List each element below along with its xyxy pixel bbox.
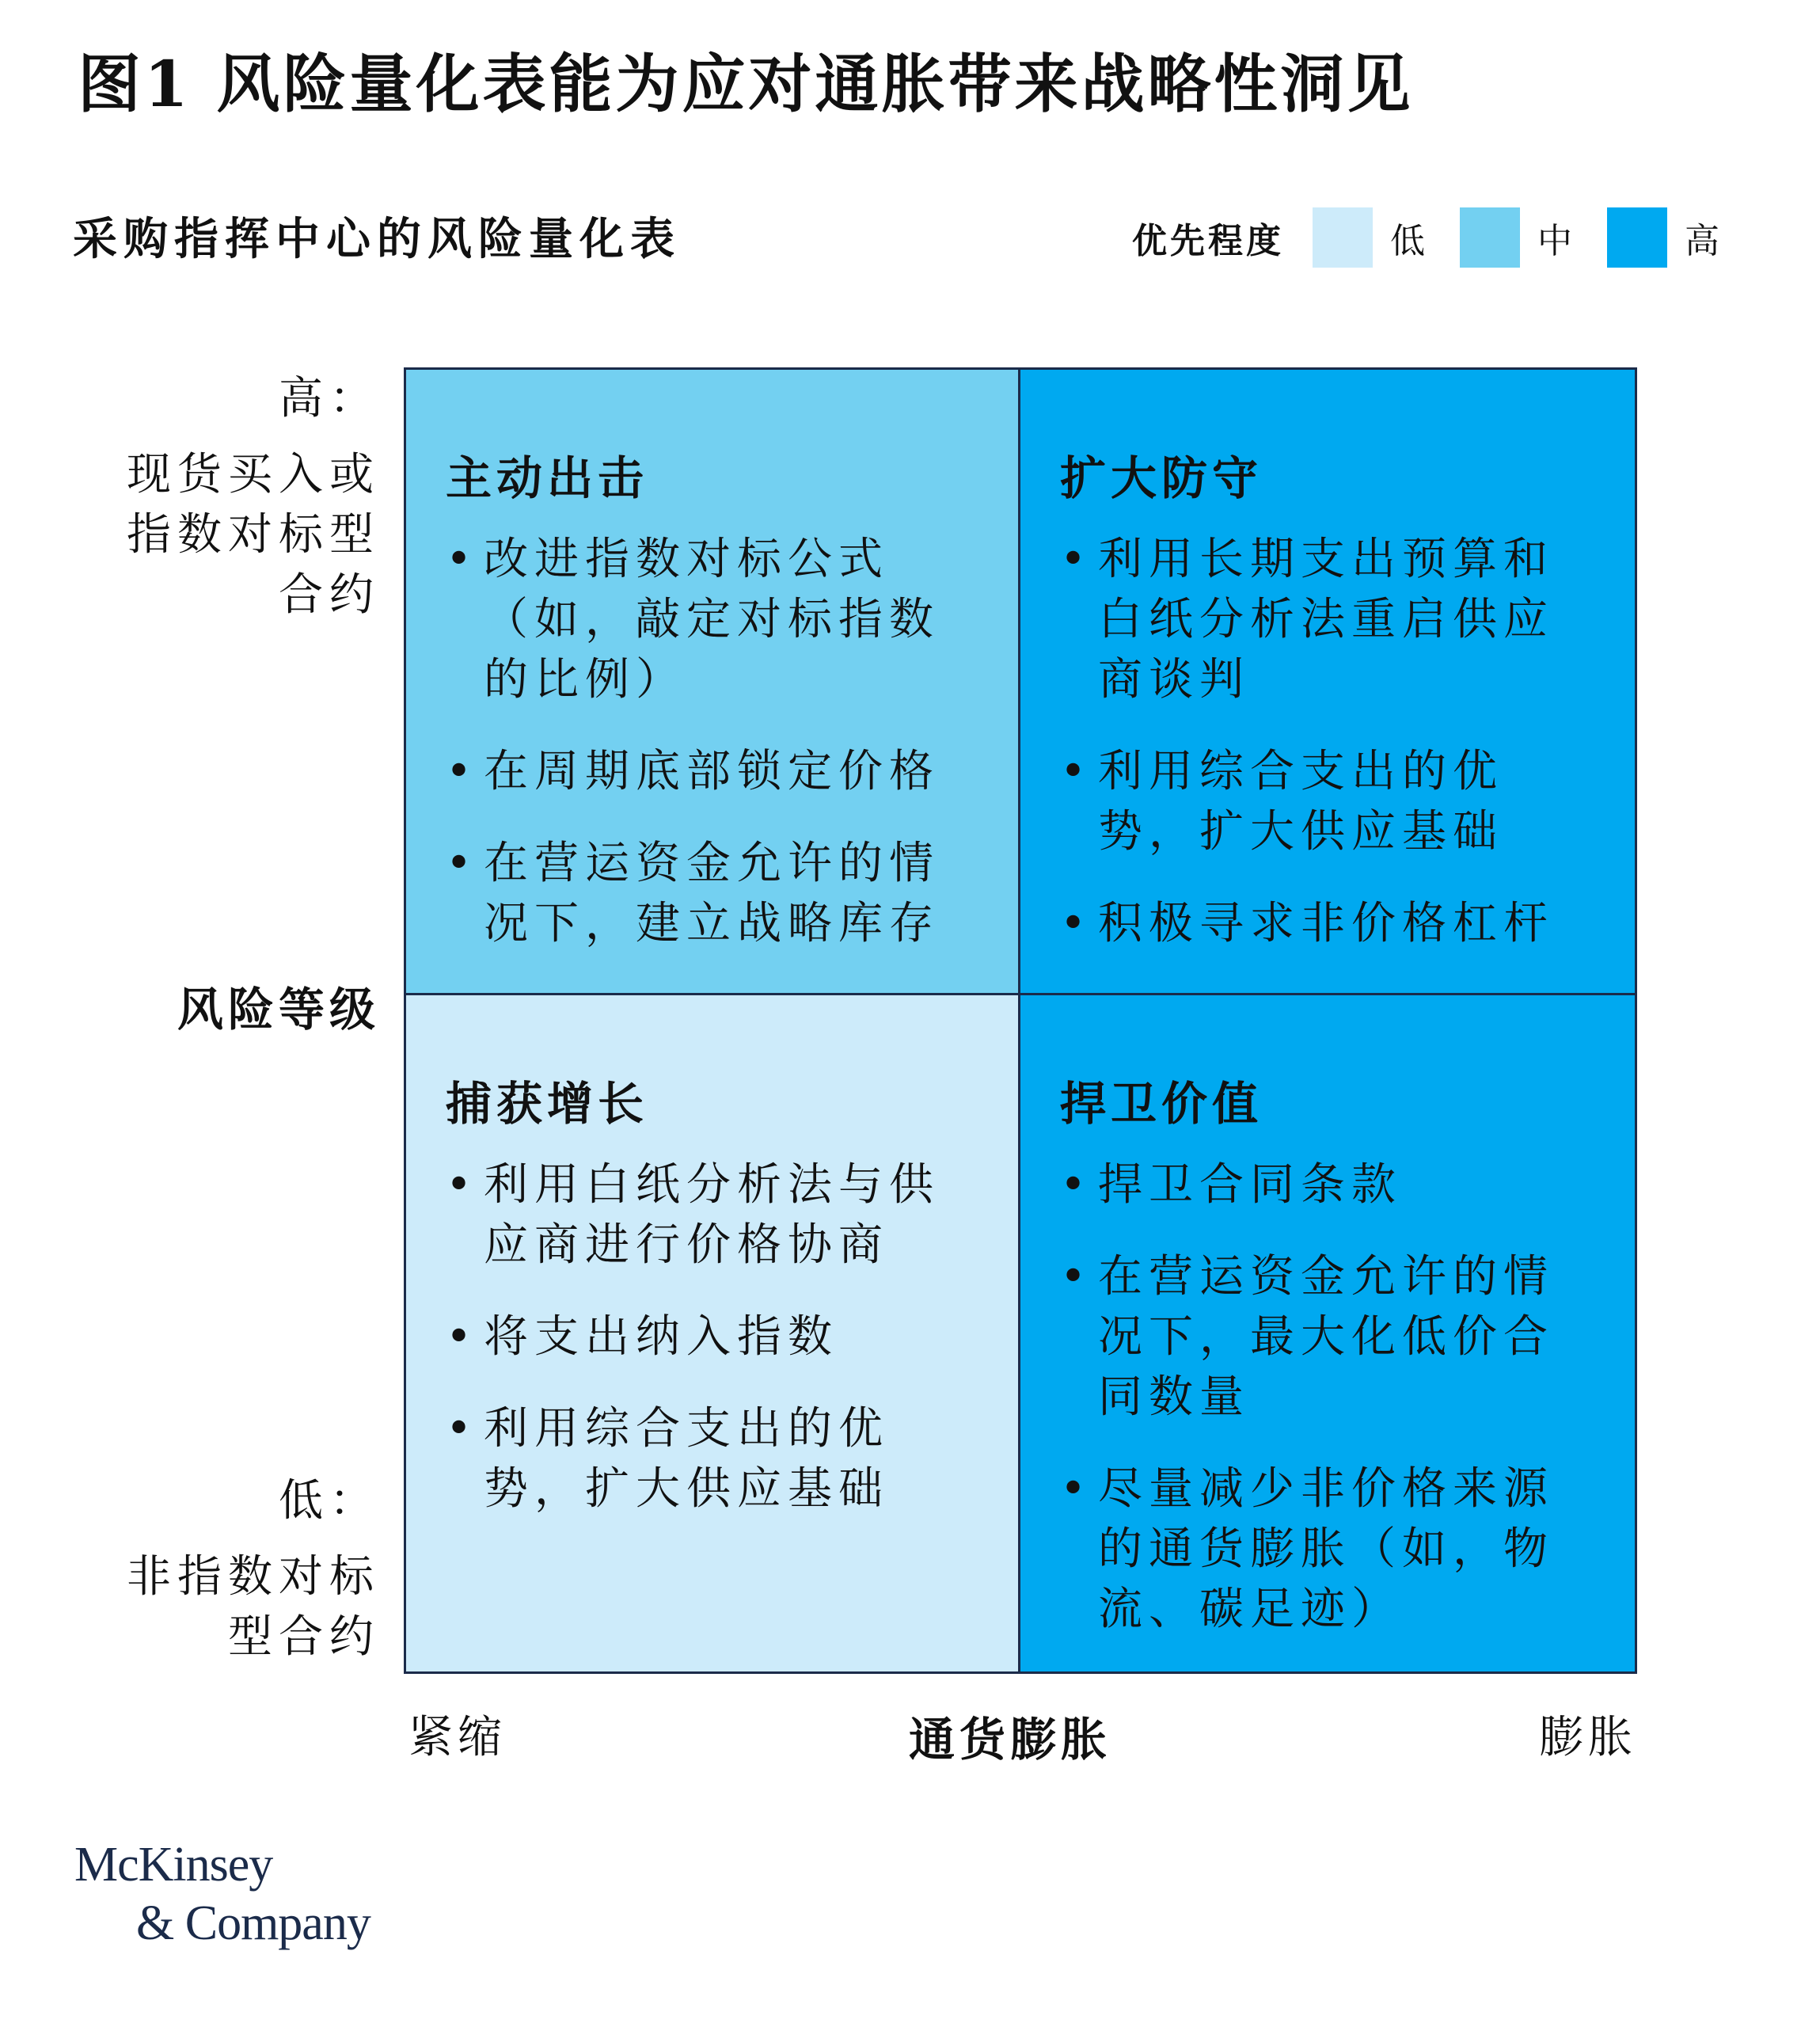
- y-axis-low-label: [127, 1471, 380, 1668]
- list-item-text: 尽量减少非价格来源的通货膨胀（如，物流、碳足迹）: [1098, 1463, 1554, 1635]
- quadrant-title: 主动出击: [446, 451, 649, 505]
- quadrant-title: 捍卫价值: [1060, 1077, 1263, 1131]
- x-axis-left-label: 紧缩: [408, 1712, 507, 1763]
- legend-label-medium: 中: [1537, 221, 1572, 261]
- list-item-text: 利用综合支出的优势，扩大供应基础: [484, 1403, 889, 1515]
- list-item: [446, 1155, 986, 1276]
- quadrant-title: 扩大防守: [1060, 451, 1263, 505]
- chart-subtitle: 采购指挥中心的风险量化表: [73, 213, 681, 265]
- list-item-text: 利用长期支出预算和白纸分析法重启供应商谈判: [1098, 534, 1554, 705]
- bullet-icon: •: [1060, 746, 1093, 797]
- y-axis-low-line: 低：: [279, 1475, 380, 1527]
- priority-legend: [1132, 207, 1719, 268]
- legend-title: 优先程度: [1132, 221, 1284, 261]
- y-axis-high-line: 合约: [279, 569, 380, 621]
- bullet-icon: •: [1060, 534, 1093, 585]
- list-item-text: 利用白纸分析法与供应商进行价格协商: [484, 1159, 940, 1271]
- x-axis-right-label: 膨胀: [1539, 1712, 1637, 1763]
- list-item-text: 在周期底部锁定价格: [484, 746, 940, 797]
- list-item: [446, 742, 986, 802]
- list-item: [1060, 530, 1603, 710]
- y-axis-title: 风险等级: [177, 983, 380, 1036]
- quadrant-proactive: [406, 370, 1020, 995]
- bullet-icon: •: [1060, 1159, 1093, 1211]
- bullet-icon: •: [446, 838, 479, 889]
- bullet-list: [446, 530, 986, 954]
- list-item: [1060, 1155, 1603, 1215]
- bullet-icon: •: [446, 534, 479, 585]
- bullet-list: [1060, 1155, 1603, 1640]
- quadrant-capture-growth: [406, 995, 1020, 1671]
- legend-swatch-medium: [1460, 207, 1520, 268]
- list-item: [1060, 1459, 1603, 1640]
- bullet-icon: •: [1060, 1463, 1093, 1515]
- list-item: [1060, 742, 1603, 862]
- y-axis-low-line: 型合约: [228, 1611, 380, 1663]
- mckinsey-logo: [74, 1835, 370, 1953]
- bullet-icon: •: [446, 1159, 479, 1211]
- list-item: [446, 1307, 986, 1367]
- legend-item-high: [1607, 207, 1719, 268]
- legend-label-low: 低: [1390, 221, 1425, 261]
- quadrant-expand-defense: [1020, 370, 1635, 995]
- legend-item-medium: [1460, 207, 1572, 268]
- legend-swatch-high: [1607, 207, 1667, 268]
- list-item: [446, 530, 986, 710]
- list-item-text: 捍卫合同条款: [1098, 1159, 1402, 1211]
- list-item-text: 积极寻求非价格杠杆: [1098, 898, 1554, 949]
- bullet-list: [446, 1155, 986, 1519]
- list-item-text: 改进指数对标公式（如，敲定对标指数的比例）: [484, 534, 940, 705]
- list-item: [1060, 894, 1603, 954]
- bullet-list: [1060, 530, 1603, 954]
- list-item: [1060, 1247, 1603, 1428]
- bullet-icon: •: [1060, 898, 1093, 949]
- y-axis-high-label: [127, 369, 380, 626]
- page-title: 图1 风险量化表能为应对通胀带来战略性洞见: [78, 47, 1414, 121]
- logo-line-2: & Company: [136, 1896, 370, 1950]
- list-item: [446, 1399, 986, 1519]
- quadrant-title: 捕获增长: [446, 1077, 649, 1131]
- x-axis-title: 通货膨胀: [909, 1713, 1112, 1766]
- y-axis-high-line: 现货买入或: [127, 449, 380, 500]
- risk-matrix: [404, 367, 1637, 1674]
- list-item-text: 在营运资金允许的情况下，建立战略库存: [484, 838, 940, 949]
- y-axis-low-line: 非指数对标: [127, 1551, 380, 1603]
- y-axis-high-line: 高：: [279, 373, 380, 424]
- list-item-text: 在营运资金允许的情况下，最大化低价合同数量: [1098, 1251, 1554, 1423]
- list-item-text: 利用综合支出的优势，扩大供应基础: [1098, 746, 1503, 858]
- bullet-icon: •: [446, 1311, 479, 1363]
- legend-swatch-low: [1313, 207, 1373, 268]
- y-axis-high-line: 指数对标型: [127, 509, 380, 561]
- bullet-icon: •: [446, 1403, 479, 1455]
- list-item: [446, 834, 986, 954]
- bullet-icon: •: [1060, 1251, 1093, 1303]
- quadrant-defend-value: [1020, 995, 1635, 1671]
- legend-item-low: [1313, 207, 1425, 268]
- bullet-icon: •: [446, 746, 479, 797]
- logo-line-1: McKinsey: [74, 1838, 273, 1892]
- list-item-text: 将支出纳入指数: [484, 1311, 838, 1363]
- legend-label-high: 高: [1685, 221, 1719, 261]
